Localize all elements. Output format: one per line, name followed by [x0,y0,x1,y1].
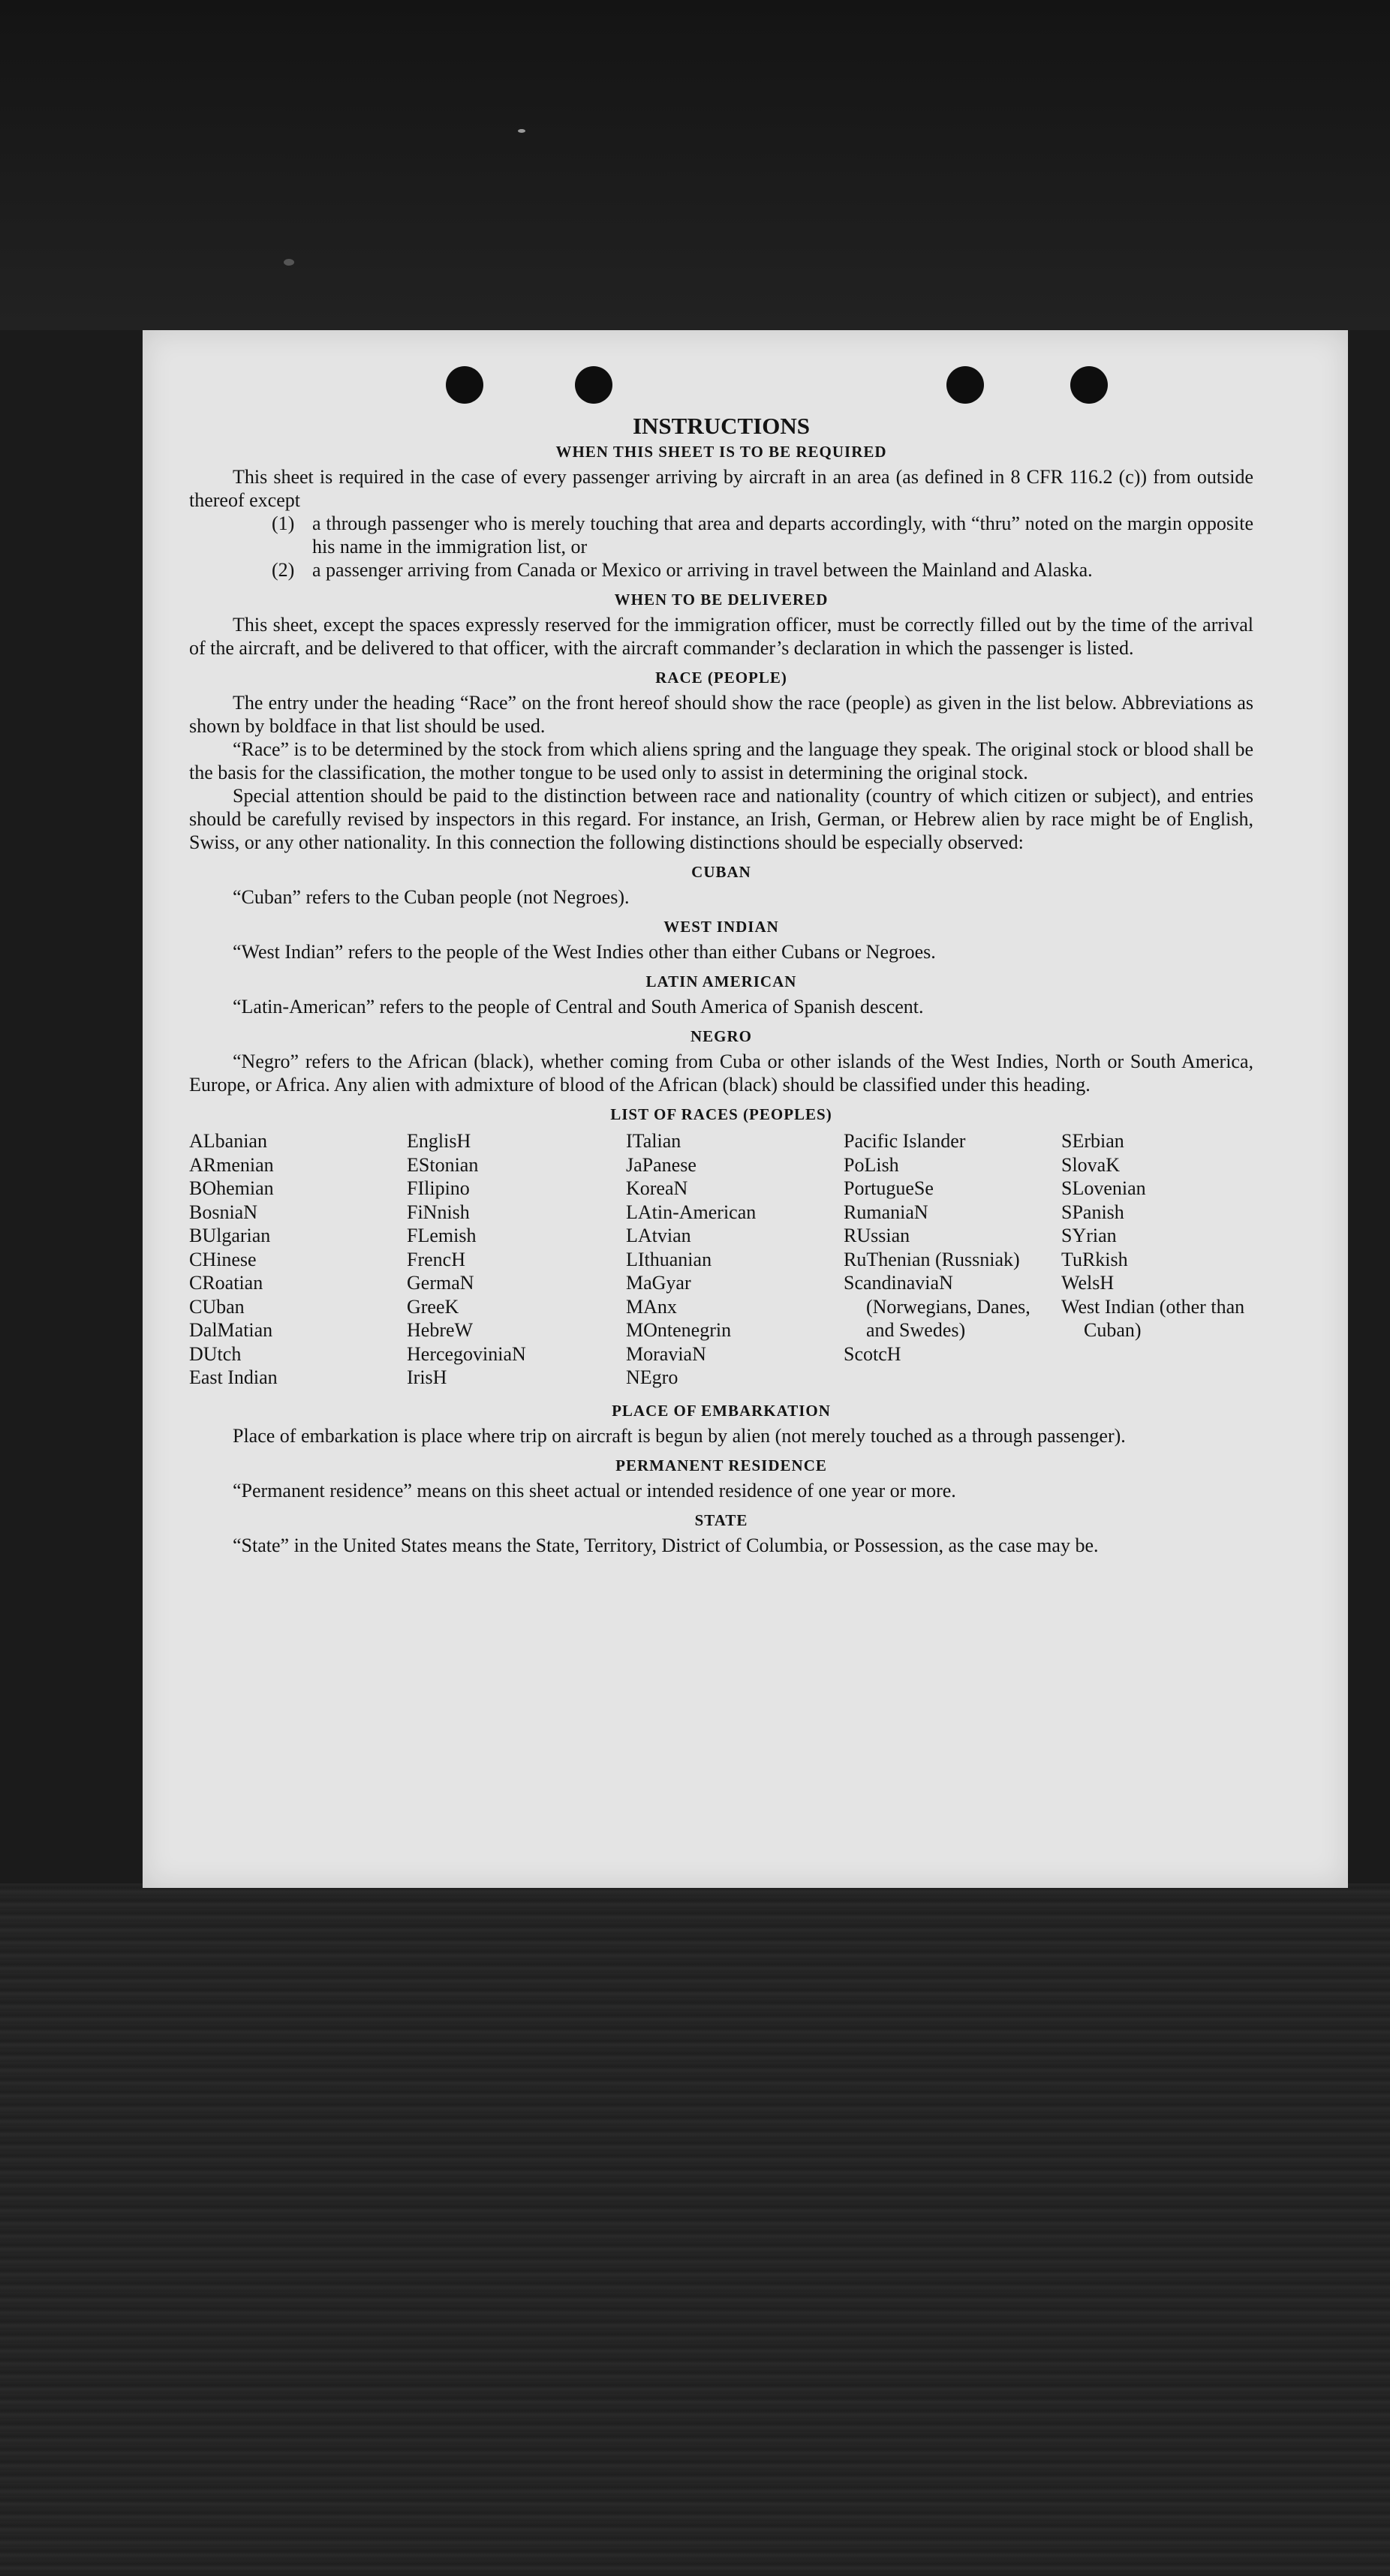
race-entry: DUtch [189,1342,242,1365]
race-entry: East Indian [189,1366,278,1388]
race-entry: FiNnish [407,1201,470,1223]
race-entry: BUlgarian [189,1225,271,1246]
races-column [626,1129,844,1390]
race-entry: SErbian [1061,1130,1124,1152]
punch-hole [1070,366,1108,404]
races-list [189,1129,1253,1390]
races-column [407,1129,626,1390]
list-item-number: (2) [272,559,295,581]
section-heading: RACE (PEOPLE) [655,669,787,687]
section-paragraph: The entry under the heading “Race” on the front hereof should show the race (people) as given in the list below. Abbreviations as shown by boldface in that list should be used. [189,692,1253,737]
race-entry: EStonian [407,1153,479,1176]
race-entry: DalMatian [189,1319,273,1341]
race-entry: JaPanese [626,1153,697,1176]
race-entry: EnglisH [407,1130,471,1152]
race-entry: IrisH [407,1366,447,1388]
race-entry: SYrian [1061,1225,1117,1246]
race-entry: BosniaN [189,1201,257,1223]
race-entry: CUban [189,1295,245,1318]
race-entry: FrencH [407,1248,465,1270]
list-item-text: a through passenger who is merely touching that area and departs accordingly, with “thru” noted on the margin opposite his name in the immigration list, or [312,512,1253,558]
race-entry: KoreaN [626,1177,688,1199]
race-entry: WelsH [1061,1272,1115,1294]
film-speck [284,259,294,266]
race-entry: FLemish [407,1225,477,1246]
race-entry: NEgro [626,1366,678,1388]
races-column [844,1129,1061,1390]
race-entry: FIlipino [407,1177,470,1199]
race-entry: ScandinaviaN (Norwegians, Danes, and Swedes) [844,1272,1030,1341]
race-entry: HercegoviniaN [407,1342,526,1365]
instruction-sheet [143,330,1348,1888]
instructions-content [189,411,1253,1557]
races-column [1061,1129,1253,1390]
race-entry: SLovenian [1061,1177,1146,1199]
section-heading: CUBAN [691,863,751,881]
punch-hole [446,366,483,404]
section-heading: STATE [694,1510,748,1529]
section-heading: NEGRO [690,1027,752,1045]
race-entry: West Indian (other than Cuban) [1061,1295,1245,1341]
list-item-text: a passenger arriving from Canada or Mexico or arriving in travel between the Mainland and Alaska. [312,559,1093,581]
race-entry: RumaniaN [844,1201,928,1223]
race-entry: RuThenian (Russniak) [844,1248,1020,1270]
race-entry: PoLish [844,1153,899,1176]
film-speck [518,129,525,133]
section-paragraph: “Cuban” refers to the Cuban people (not Negroes). [233,886,630,908]
list-item [272,558,1253,582]
section-paragraph: “State” in the United States means the State, Territory, District of Columbia, or Possession, as the case may be. [233,1534,1099,1556]
race-entry: TuRkish [1061,1248,1128,1270]
film-background-bottom [0,1883,1390,2576]
race-entry: RUssian [844,1225,910,1246]
section-paragraph: “West Indian” refers to the people of the West Indies other than either Cubans or Negroes. [233,941,936,963]
section-heading: PERMANENT RESIDENCE [615,1456,827,1474]
race-entry: GreeK [407,1295,459,1318]
race-entry: MOntenegrin [626,1319,732,1341]
race-entry: SPanish [1061,1201,1124,1223]
race-entry: GermaN [407,1272,474,1294]
race-entry: ARmenian [189,1153,274,1176]
section-heading: WHEN THIS SHEET IS TO BE REQUIRED [555,443,887,461]
race-entry: ALbanian [189,1130,267,1152]
races-heading: LIST OF RACES (PEOPLES) [610,1105,832,1123]
section-heading: WHEN TO BE DELIVERED [614,591,829,609]
section-paragraph: “Race” is to be determined by the stock from which aliens spring and the language they speak. The original stock or blood shall be the basis for the classification, the mother tongue to be used only to assist in determining the original stock. [189,738,1253,783]
section-heading: PLACE OF EMBARKATION [612,1401,831,1420]
section-paragraph: Special attention should be paid to the distinction between race and nationality (country of which citizen or subject), and entries should be carefully revised by inspectors in this regard. For instance, an Irish, German, or Hebrew alien by race might be of English, Swiss, or any other nationality. In this connection the following distinctions should be especially observed: [189,785,1253,853]
race-entry: Pacific Islander [844,1130,966,1152]
page-title: INSTRUCTIONS [632,413,810,439]
race-entry: SlovaK [1061,1153,1120,1176]
section-paragraph: “Negro” refers to the African (black), whether coming from Cuba or other islands of the West Indies, North or South America, Europe, or Africa. Any alien with admixture of blood of the African (black) should be classified under this heading. [189,1051,1253,1096]
race-entry: PortugueSe [844,1177,934,1199]
race-entry: CHinese [189,1248,257,1270]
race-entry: CRoatian [189,1272,263,1294]
section-paragraph: Place of embarkation is place where trip on aircraft is begun by alien (not merely touched as a through passenger). [233,1424,1126,1447]
section-paragraph: “Latin-American” refers to the people of Central and South America of Spanish descent. [233,996,924,1017]
section-paragraph: This sheet, except the spaces expressly reserved for the immigration officer, must be correctly filled out by the time of the arrival of the aircraft, and be delivered to that officer, with the aircraft commander’s declaration in which the passenger is listed. [189,614,1253,659]
race-entry: MoraviaN [626,1342,706,1365]
race-entry: HebreW [407,1319,474,1341]
races-column [189,1129,407,1390]
section-paragraph: “Permanent residence” means on this sheet actual or intended residence of one year or more. [233,1479,956,1501]
race-entry: ScotcH [844,1342,901,1365]
race-entry: LIthuanian [626,1248,712,1270]
race-entry: MaGyar [626,1272,691,1294]
race-entry: ITalian [626,1130,681,1152]
race-entry: BOhemian [189,1177,274,1199]
list-item [272,512,1253,558]
punch-hole [575,366,612,404]
section-heading: WEST INDIAN [663,918,779,936]
race-entry: LAtvian [626,1225,691,1246]
punch-hole [946,366,984,404]
section-heading: LATIN AMERICAN [645,972,797,990]
list-item-number: (1) [272,512,295,534]
race-entry: MAnx [626,1295,677,1318]
section-paragraph: This sheet is required in the case of every passenger arriving by aircraft in an area (as defined in 8 CFR 116.2 (c)) from outside thereof except [189,466,1253,511]
film-background-top [0,0,1390,330]
race-entry: LAtin-American [626,1201,757,1223]
